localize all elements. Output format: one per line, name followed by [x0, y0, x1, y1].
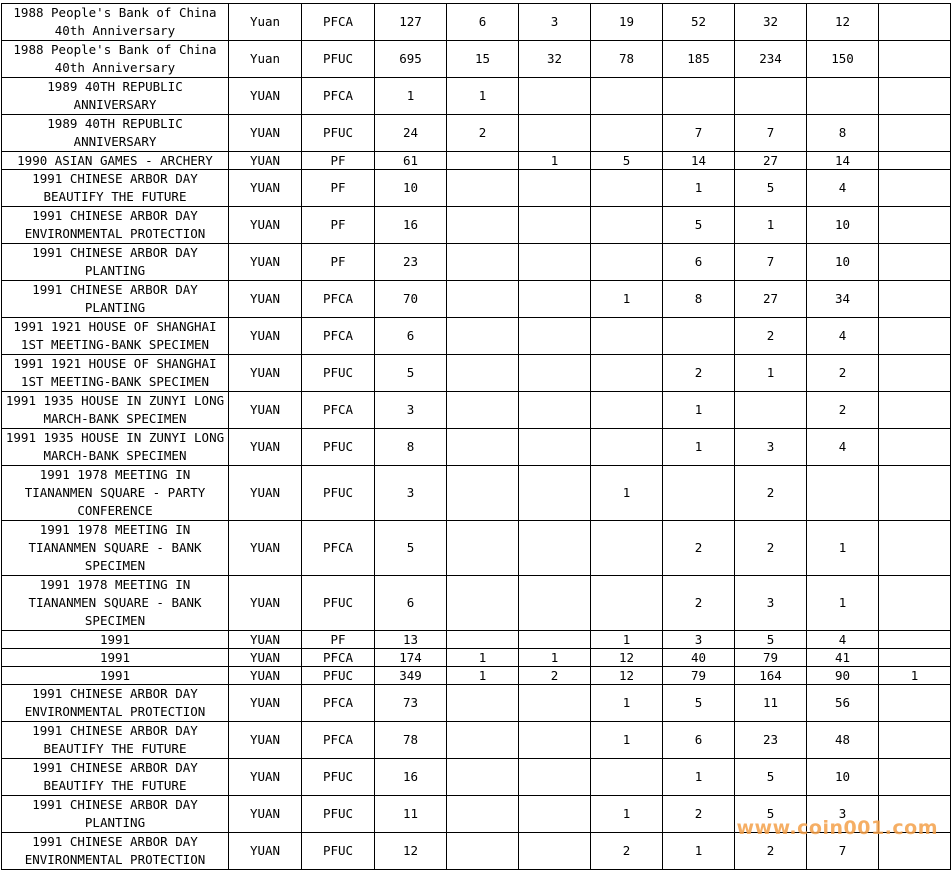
count-cell: 150 — [807, 41, 879, 78]
count-cell: 3 — [519, 4, 591, 41]
count-cell — [879, 170, 951, 207]
item-name-cell: 1991 — [2, 649, 229, 667]
count-cell — [447, 429, 519, 466]
count-cell: 1 — [447, 667, 519, 685]
count-cell: 23 — [735, 722, 807, 759]
count-cell: 5 — [591, 152, 663, 170]
unit-cell: YUAN — [229, 649, 302, 667]
total-cell: 8 — [375, 429, 447, 466]
count-cell — [447, 631, 519, 649]
grade-cell: PFCA — [302, 318, 375, 355]
count-cell — [447, 355, 519, 392]
grade-cell: PF — [302, 207, 375, 244]
grade-cell: PFUC — [302, 759, 375, 796]
count-cell — [519, 78, 591, 115]
total-cell: 16 — [375, 759, 447, 796]
count-cell: 1 — [807, 521, 879, 576]
count-cell — [663, 78, 735, 115]
grade-cell: PF — [302, 244, 375, 281]
population-table — [1, 3, 951, 870]
count-cell — [663, 466, 735, 521]
count-cell: 4 — [807, 631, 879, 649]
unit-cell: YUAN — [229, 631, 302, 649]
count-cell: 3 — [663, 631, 735, 649]
count-cell: 79 — [663, 667, 735, 685]
total-cell: 13 — [375, 631, 447, 649]
unit-cell: YUAN — [229, 722, 302, 759]
table-row — [2, 244, 951, 281]
count-cell: 2 — [807, 355, 879, 392]
item-name-cell: 1991 CHINESE ARBOR DAY PLANTING — [2, 796, 229, 833]
count-cell — [663, 318, 735, 355]
count-cell: 10 — [807, 244, 879, 281]
count-cell: 1 — [879, 667, 951, 685]
count-cell: 1 — [591, 466, 663, 521]
item-name-cell: 1991 CHINESE ARBOR DAY BEAUTIFY THE FUTURE — [2, 759, 229, 796]
count-cell — [879, 115, 951, 152]
count-cell — [735, 78, 807, 115]
unit-cell: YUAN — [229, 207, 302, 244]
count-cell: 2 — [663, 521, 735, 576]
count-cell: 2 — [663, 576, 735, 631]
unit-cell: YUAN — [229, 833, 302, 870]
count-cell: 5 — [663, 685, 735, 722]
count-cell — [591, 318, 663, 355]
count-cell — [591, 207, 663, 244]
count-cell — [591, 78, 663, 115]
table-row — [2, 170, 951, 207]
item-name-cell: 1988 People's Bank of China 40th Anniversary — [2, 41, 229, 78]
total-cell: 174 — [375, 649, 447, 667]
count-cell: 12 — [591, 667, 663, 685]
item-name-cell: 1991 CHINESE ARBOR DAY ENVIRONMENTAL PROTECTION — [2, 207, 229, 244]
count-cell: 7 — [807, 833, 879, 870]
item-name-cell: 1988 People's Bank of China 40th Anniversary — [2, 4, 229, 41]
table-row — [2, 722, 951, 759]
item-name-cell: 1990 ASIAN GAMES - ARCHERY — [2, 152, 229, 170]
item-name-cell: 1989 40TH REPUBLIC ANNIVERSARY — [2, 115, 229, 152]
total-cell: 24 — [375, 115, 447, 152]
total-cell: 127 — [375, 4, 447, 41]
table-row — [2, 78, 951, 115]
count-cell: 90 — [807, 667, 879, 685]
count-cell — [519, 115, 591, 152]
table-row — [2, 466, 951, 521]
count-cell: 56 — [807, 685, 879, 722]
count-cell: 14 — [663, 152, 735, 170]
count-cell: 40 — [663, 649, 735, 667]
count-cell: 1 — [447, 649, 519, 667]
table-row — [2, 667, 951, 685]
item-name-cell: 1991 1935 HOUSE IN ZUNYI LONG MARCH-BANK SPECIMEN — [2, 392, 229, 429]
count-cell: 5 — [735, 170, 807, 207]
total-cell: 695 — [375, 41, 447, 78]
count-cell: 4 — [807, 318, 879, 355]
count-cell — [591, 355, 663, 392]
count-cell — [879, 318, 951, 355]
item-name-cell: 1991 — [2, 631, 229, 649]
count-cell — [879, 207, 951, 244]
grade-cell: PFCA — [302, 78, 375, 115]
item-name-cell: 1991 1935 HOUSE IN ZUNYI LONG MARCH-BANK SPECIMEN — [2, 429, 229, 466]
count-cell: 12 — [591, 649, 663, 667]
count-cell: 1 — [519, 152, 591, 170]
count-cell — [447, 318, 519, 355]
item-name-cell: 1991 — [2, 667, 229, 685]
item-name-cell: 1991 CHINESE ARBOR DAY ENVIRONMENTAL PROTECTION — [2, 833, 229, 870]
count-cell: 41 — [807, 649, 879, 667]
count-cell: 7 — [735, 244, 807, 281]
count-cell: 1 — [735, 355, 807, 392]
count-cell — [447, 759, 519, 796]
count-cell — [591, 392, 663, 429]
count-cell — [447, 466, 519, 521]
count-cell — [591, 521, 663, 576]
count-cell: 12 — [807, 4, 879, 41]
grade-cell: PF — [302, 152, 375, 170]
count-cell: 2 — [735, 521, 807, 576]
total-cell: 5 — [375, 521, 447, 576]
table-row — [2, 281, 951, 318]
grade-cell: PFUC — [302, 833, 375, 870]
count-cell — [807, 78, 879, 115]
count-cell: 3 — [735, 576, 807, 631]
count-cell: 5 — [735, 796, 807, 833]
total-cell: 5 — [375, 355, 447, 392]
count-cell: 1 — [663, 833, 735, 870]
unit-cell: YUAN — [229, 576, 302, 631]
count-cell: 1 — [591, 722, 663, 759]
count-cell — [879, 41, 951, 78]
count-cell: 1 — [591, 685, 663, 722]
count-cell — [879, 152, 951, 170]
total-cell: 61 — [375, 152, 447, 170]
count-cell: 32 — [735, 4, 807, 41]
table-body — [2, 4, 951, 870]
grade-cell: PFCA — [302, 649, 375, 667]
count-cell: 1 — [807, 576, 879, 631]
count-cell — [519, 759, 591, 796]
count-cell — [519, 355, 591, 392]
count-cell: 1 — [591, 631, 663, 649]
count-cell — [879, 631, 951, 649]
unit-cell: YUAN — [229, 685, 302, 722]
count-cell — [879, 685, 951, 722]
count-cell: 27 — [735, 281, 807, 318]
item-name-cell: 1991 CHINESE ARBOR DAY BEAUTIFY THE FUTURE — [2, 170, 229, 207]
table-row — [2, 576, 951, 631]
count-cell: 1 — [447, 78, 519, 115]
table-row — [2, 649, 951, 667]
count-cell: 7 — [735, 115, 807, 152]
table-row — [2, 207, 951, 244]
count-cell — [879, 466, 951, 521]
grade-cell: PFUC — [302, 115, 375, 152]
count-cell — [447, 722, 519, 759]
count-cell: 4 — [807, 429, 879, 466]
unit-cell: YUAN — [229, 115, 302, 152]
count-cell — [519, 576, 591, 631]
table-row — [2, 152, 951, 170]
count-cell — [807, 466, 879, 521]
grade-cell: PFCA — [302, 392, 375, 429]
count-cell: 6 — [663, 244, 735, 281]
count-cell — [735, 392, 807, 429]
count-cell: 185 — [663, 41, 735, 78]
unit-cell: YUAN — [229, 521, 302, 576]
count-cell — [447, 281, 519, 318]
grade-cell: PFCA — [302, 722, 375, 759]
count-cell — [447, 685, 519, 722]
total-cell: 23 — [375, 244, 447, 281]
count-cell: 32 — [519, 41, 591, 78]
count-cell: 2 — [663, 355, 735, 392]
count-cell: 10 — [807, 759, 879, 796]
grade-cell: PF — [302, 631, 375, 649]
count-cell — [519, 796, 591, 833]
count-cell: 234 — [735, 41, 807, 78]
count-cell — [879, 649, 951, 667]
unit-cell: YUAN — [229, 281, 302, 318]
table-row — [2, 355, 951, 392]
total-cell: 3 — [375, 466, 447, 521]
grade-cell: PFUC — [302, 41, 375, 78]
count-cell: 2 — [735, 466, 807, 521]
count-cell — [519, 207, 591, 244]
count-cell: 8 — [807, 115, 879, 152]
count-cell: 34 — [807, 281, 879, 318]
count-cell — [447, 170, 519, 207]
count-cell: 164 — [735, 667, 807, 685]
table-row — [2, 759, 951, 796]
count-cell — [879, 281, 951, 318]
count-cell — [879, 576, 951, 631]
count-cell — [519, 466, 591, 521]
table-row — [2, 429, 951, 466]
watermark: www.coin001.com — [736, 817, 938, 839]
count-cell — [879, 392, 951, 429]
item-name-cell: 1991 CHINESE ARBOR DAY BEAUTIFY THE FUTURE — [2, 722, 229, 759]
count-cell — [447, 244, 519, 281]
table-row — [2, 115, 951, 152]
count-cell: 2 — [735, 318, 807, 355]
total-cell: 6 — [375, 576, 447, 631]
count-cell: 2 — [519, 667, 591, 685]
count-cell — [447, 576, 519, 631]
count-cell — [447, 833, 519, 870]
count-cell: 3 — [807, 796, 879, 833]
count-cell — [519, 833, 591, 870]
count-cell — [519, 170, 591, 207]
count-cell — [879, 759, 951, 796]
count-cell — [519, 244, 591, 281]
count-cell: 1 — [663, 392, 735, 429]
grade-cell: PFUC — [302, 355, 375, 392]
unit-cell: YUAN — [229, 355, 302, 392]
grade-cell: PFUC — [302, 576, 375, 631]
count-cell: 27 — [735, 152, 807, 170]
count-cell — [879, 429, 951, 466]
table-row — [2, 685, 951, 722]
count-cell — [447, 392, 519, 429]
table-row — [2, 4, 951, 41]
unit-cell: YUAN — [229, 78, 302, 115]
count-cell: 3 — [735, 429, 807, 466]
count-cell — [447, 152, 519, 170]
count-cell: 8 — [663, 281, 735, 318]
unit-cell: YUAN — [229, 667, 302, 685]
count-cell — [591, 759, 663, 796]
count-cell — [519, 722, 591, 759]
count-cell — [519, 281, 591, 318]
total-cell: 3 — [375, 392, 447, 429]
unit-cell: YUAN — [229, 170, 302, 207]
count-cell: 52 — [663, 4, 735, 41]
unit-cell: YUAN — [229, 152, 302, 170]
count-cell: 48 — [807, 722, 879, 759]
count-cell: 2 — [447, 115, 519, 152]
total-cell: 16 — [375, 207, 447, 244]
grade-cell: PF — [302, 170, 375, 207]
table-row — [2, 318, 951, 355]
count-cell: 14 — [807, 152, 879, 170]
count-cell: 1 — [663, 429, 735, 466]
grade-cell: PFUC — [302, 667, 375, 685]
item-name-cell: 1991 CHINESE ARBOR DAY PLANTING — [2, 281, 229, 318]
count-cell — [879, 244, 951, 281]
item-name-cell: 1991 1978 MEETING IN TIANANMEN SQUARE - PARTY CONFERENCE — [2, 466, 229, 521]
count-cell — [591, 170, 663, 207]
count-cell: 2 — [807, 392, 879, 429]
count-cell: 19 — [591, 4, 663, 41]
count-cell: 10 — [807, 207, 879, 244]
total-cell: 78 — [375, 722, 447, 759]
count-cell — [591, 429, 663, 466]
count-cell: 11 — [735, 685, 807, 722]
count-cell — [879, 78, 951, 115]
count-cell: 79 — [735, 649, 807, 667]
count-cell: 5 — [735, 631, 807, 649]
unit-cell: YUAN — [229, 244, 302, 281]
count-cell — [591, 576, 663, 631]
unit-cell: YUAN — [229, 318, 302, 355]
total-cell: 73 — [375, 685, 447, 722]
unit-cell: YUAN — [229, 759, 302, 796]
count-cell — [879, 521, 951, 576]
count-cell — [879, 355, 951, 392]
count-cell — [591, 244, 663, 281]
grade-cell: PFUC — [302, 796, 375, 833]
unit-cell: Yuan — [229, 41, 302, 78]
table-row — [2, 631, 951, 649]
table-row — [2, 521, 951, 576]
count-cell: 4 — [807, 170, 879, 207]
count-cell: 5 — [735, 759, 807, 796]
count-cell — [591, 115, 663, 152]
count-cell: 1 — [591, 796, 663, 833]
unit-cell: YUAN — [229, 429, 302, 466]
grade-cell: PFCA — [302, 281, 375, 318]
grade-cell: PFCA — [302, 521, 375, 576]
count-cell — [447, 796, 519, 833]
count-cell — [519, 521, 591, 576]
item-name-cell: 1991 CHINESE ARBOR DAY PLANTING — [2, 244, 229, 281]
count-cell: 1 — [735, 207, 807, 244]
unit-cell: YUAN — [229, 466, 302, 521]
count-cell: 1 — [663, 170, 735, 207]
item-name-cell: 1991 1978 MEETING IN TIANANMEN SQUARE - BANK SPECIMEN — [2, 521, 229, 576]
count-cell: 15 — [447, 41, 519, 78]
count-cell: 78 — [591, 41, 663, 78]
count-cell: 1 — [591, 281, 663, 318]
item-name-cell: 1991 1978 MEETING IN TIANANMEN SQUARE - BANK SPECIMEN — [2, 576, 229, 631]
grade-cell: PFUC — [302, 429, 375, 466]
count-cell: 6 — [447, 4, 519, 41]
count-cell — [879, 4, 951, 41]
count-cell: 1 — [519, 649, 591, 667]
total-cell: 349 — [375, 667, 447, 685]
grade-cell: PFCA — [302, 4, 375, 41]
count-cell: 2 — [735, 833, 807, 870]
total-cell: 70 — [375, 281, 447, 318]
table-row — [2, 392, 951, 429]
count-cell — [519, 685, 591, 722]
total-cell: 1 — [375, 78, 447, 115]
count-cell — [879, 722, 951, 759]
item-name-cell: 1989 40TH REPUBLIC ANNIVERSARY — [2, 78, 229, 115]
count-cell: 5 — [663, 207, 735, 244]
count-cell — [447, 521, 519, 576]
item-name-cell: 1991 1921 HOUSE OF SHANGHAI 1ST MEETING-BANK SPECIMEN — [2, 318, 229, 355]
count-cell: 2 — [591, 833, 663, 870]
count-cell — [519, 631, 591, 649]
item-name-cell: 1991 CHINESE ARBOR DAY ENVIRONMENTAL PROTECTION — [2, 685, 229, 722]
grade-cell: PFCA — [302, 685, 375, 722]
total-cell: 12 — [375, 833, 447, 870]
count-cell: 6 — [663, 722, 735, 759]
grade-cell: PFUC — [302, 466, 375, 521]
count-cell — [519, 392, 591, 429]
count-cell: 2 — [663, 796, 735, 833]
count-cell: 7 — [663, 115, 735, 152]
count-cell: 1 — [663, 759, 735, 796]
count-cell — [447, 207, 519, 244]
count-cell — [519, 318, 591, 355]
unit-cell: YUAN — [229, 392, 302, 429]
total-cell: 11 — [375, 796, 447, 833]
total-cell: 10 — [375, 170, 447, 207]
unit-cell: YUAN — [229, 796, 302, 833]
item-name-cell: 1991 1921 HOUSE OF SHANGHAI 1ST MEETING-BANK SPECIMEN — [2, 355, 229, 392]
table-row — [2, 41, 951, 78]
unit-cell: Yuan — [229, 4, 302, 41]
total-cell: 6 — [375, 318, 447, 355]
count-cell — [519, 429, 591, 466]
